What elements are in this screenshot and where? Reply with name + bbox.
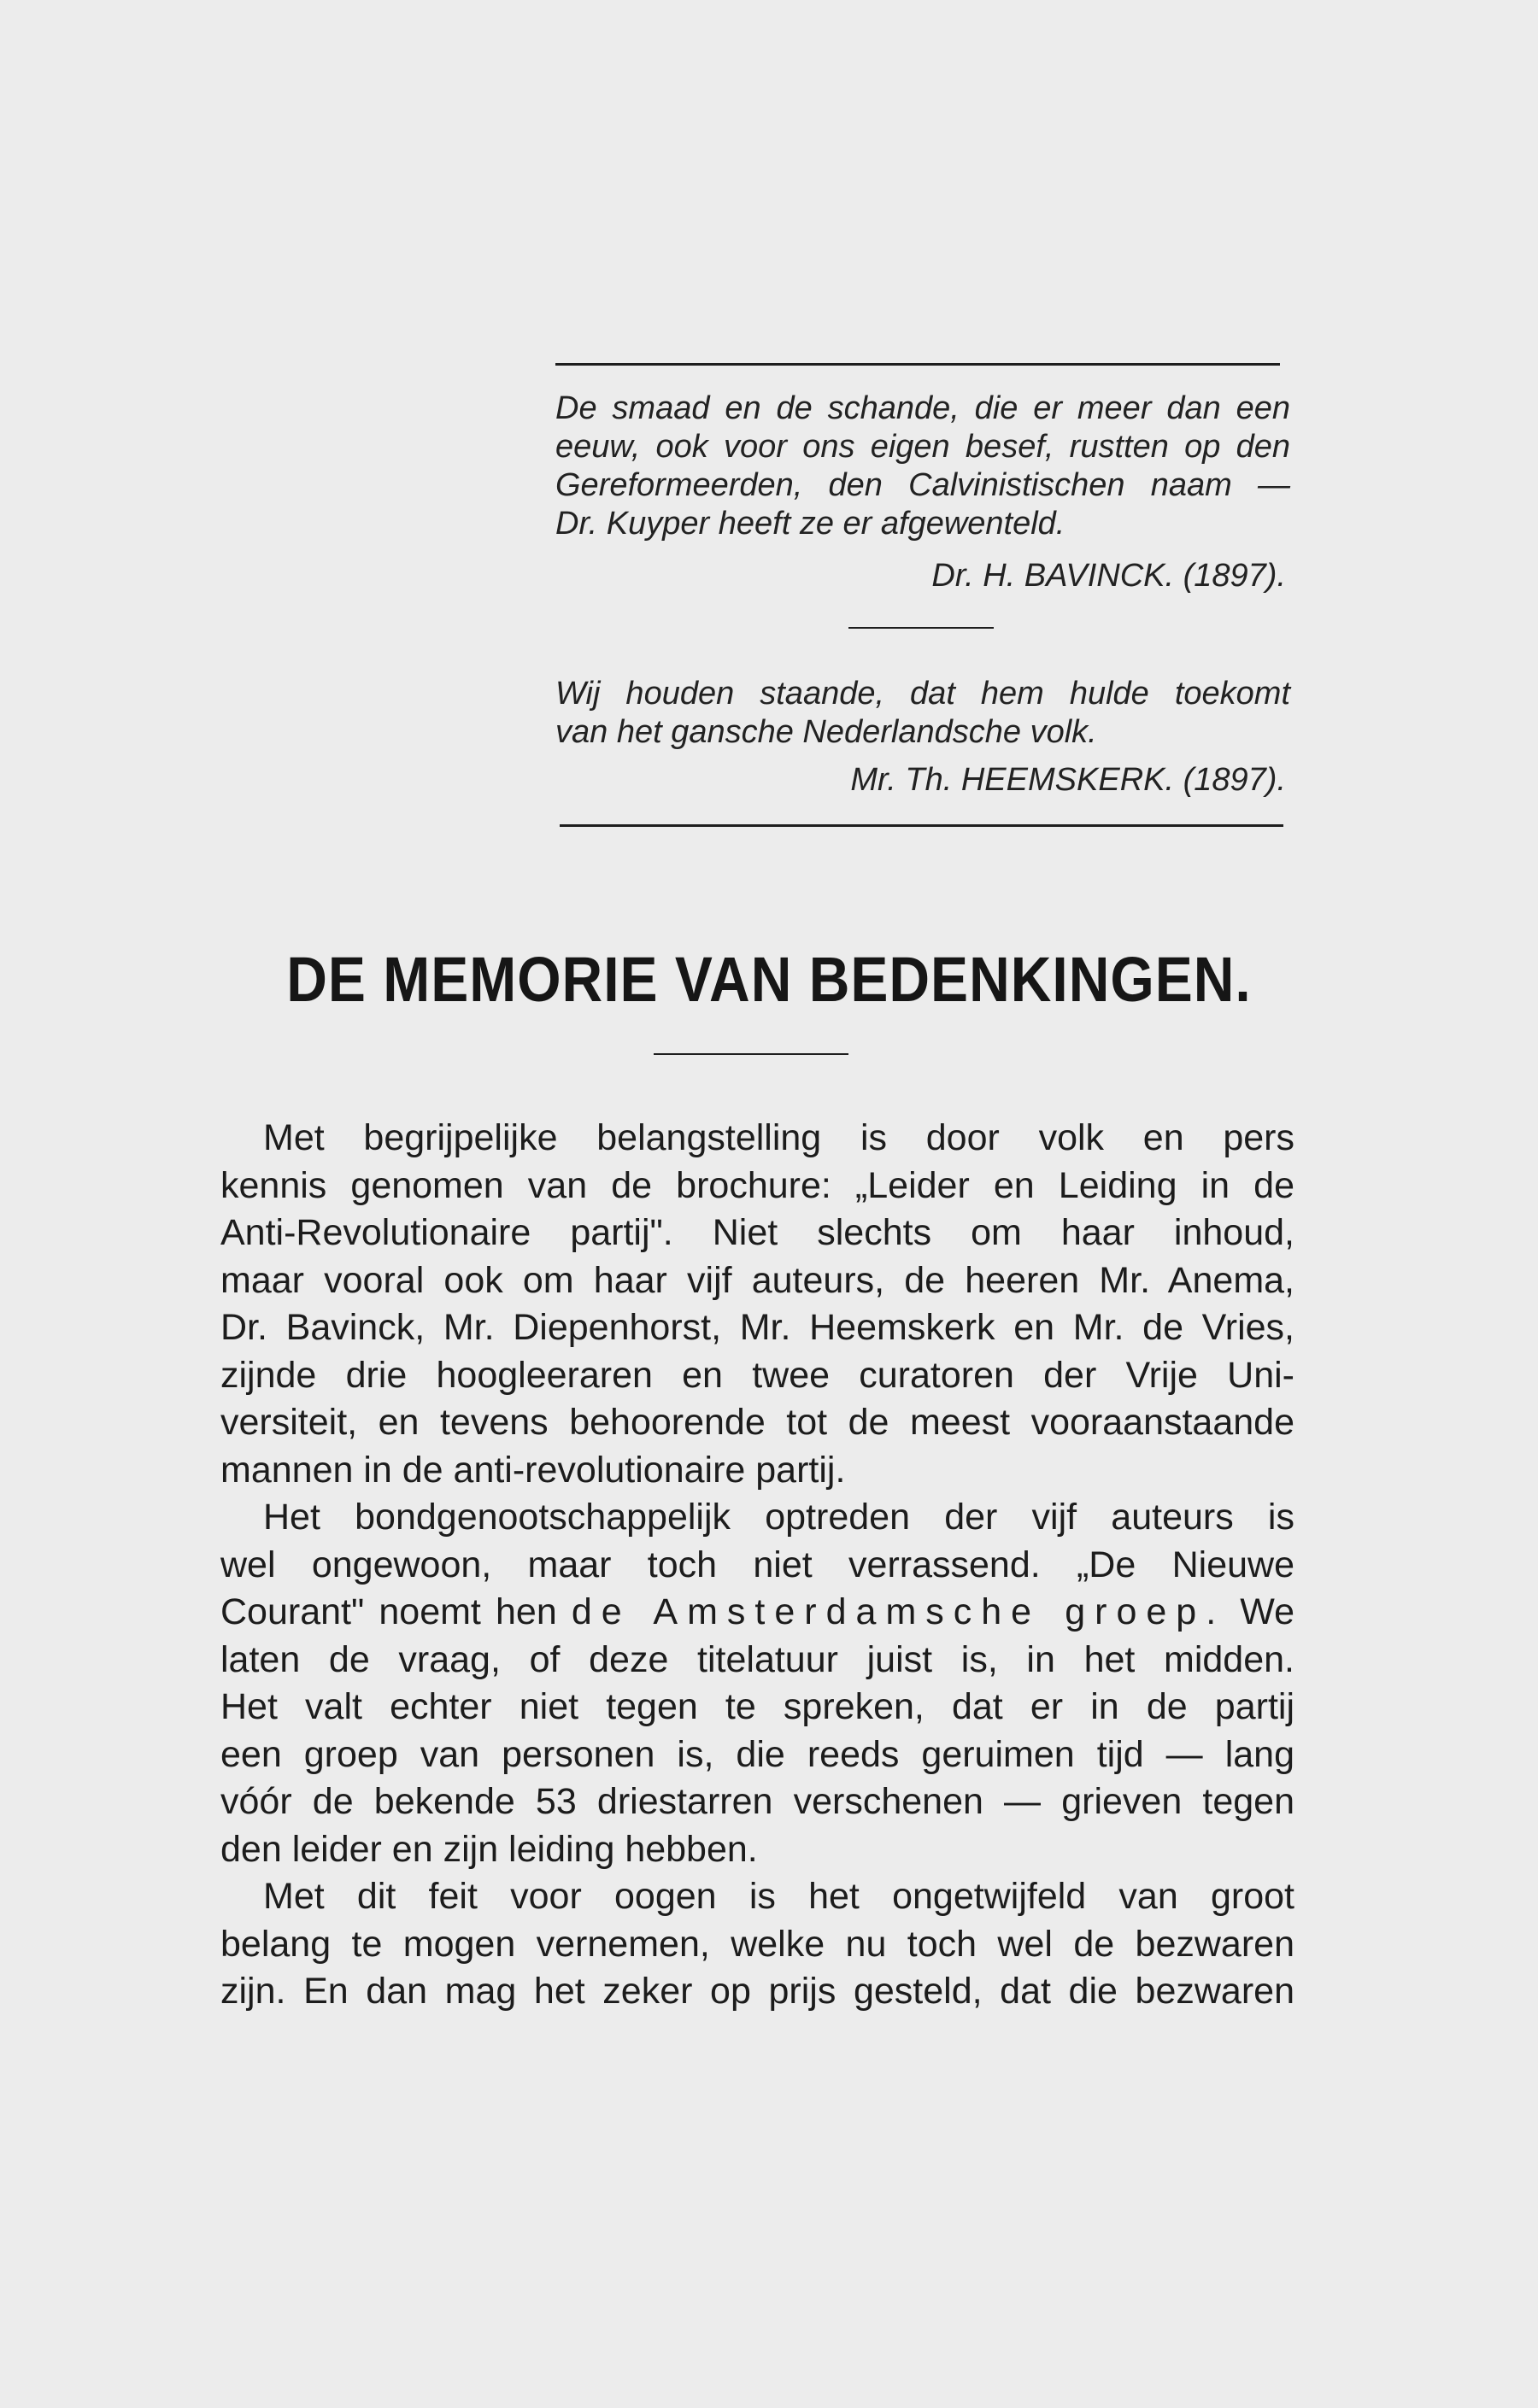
text-line: Met dit feit voor oogen is het ongetwijfeld van groot	[263, 1876, 1294, 1917]
text-line: wel ongewoon, maar toch niet verrassend. „De Nieuwe	[220, 1544, 1294, 1585]
bottom-rule	[560, 824, 1283, 827]
text-line: kennis genomen van de brochure: „Leider en Leiding in de	[220, 1164, 1294, 1206]
epigraph-bavinck	[555, 390, 1290, 543]
text-line-spaced	[220, 1589, 1294, 1637]
text-line: versiteit, en tevens behoorende tot de meest vooraanstaande	[220, 1402, 1294, 1443]
text-line: vóór de bekende 53 driestarren verschenen — grieven tegen	[220, 1781, 1294, 1822]
epigraph-line: Wij houden staande, dat hem hulde toekomt	[555, 676, 1290, 712]
chapter-title: DE MEMORIE VAN BEDENKINGEN.	[286, 943, 1252, 1015]
epigraph-line: Gereformeerden, den Calvinistischen naam —	[555, 467, 1290, 503]
text-line: Het bondgenootschappelijk optreden der vijf auteurs is	[263, 1497, 1294, 1538]
text-line: zijn. En dan mag het zeker op prijs gesteld, dat die bezwaren	[220, 1971, 1294, 2012]
text-line: een groep van personen is, die reeds geruimen tijd — lang	[220, 1733, 1294, 1775]
text-line: laten de vraag, of deze titelatuur juist is, in het midden.	[220, 1638, 1294, 1680]
top-rule	[555, 363, 1280, 366]
epigraph-line: van het gansche Nederlandsche volk.	[555, 714, 1097, 750]
title-rule	[654, 1053, 848, 1055]
body-text	[220, 1115, 1294, 2016]
attribution-bavinck: Dr. H. BAVINCK. (1897).	[931, 558, 1286, 594]
epigraph-heemskerk	[555, 675, 1290, 752]
attribution-heemskerk: Mr. Th. HEEMSKERK. (1897).	[850, 762, 1286, 798]
epigraph-line: eeuw, ook voor ons eigen besef, rustten op den	[555, 429, 1290, 465]
spaced-emphasis: de Amsterdamsche groep.	[571, 1591, 1226, 1632]
text-line: zijnde drie hoogleeraren en twee curatoren der Vrije Uni-	[220, 1354, 1294, 1396]
text-line: Het valt echter niet tegen te spreken, dat er in de partij	[220, 1686, 1294, 1727]
epigraph-line: Dr. Kuyper heeft ze er afgewenteld.	[555, 506, 1065, 542]
text-fragment: We	[1240, 1591, 1294, 1632]
text-line: Met begrijpelijke belangstelling is door volk en pers	[263, 1117, 1294, 1158]
text-line: den leider en zijn leiding hebben.	[220, 1828, 758, 1870]
text-fragment: Courant" noemt hen	[220, 1591, 557, 1632]
separator-rule	[848, 627, 994, 629]
text-line: mannen in de anti-revolutionaire partij.	[220, 1449, 846, 1491]
epigraph-line: De smaad en de schande, die er meer dan een	[555, 390, 1290, 426]
text-line: belang te mogen vernemen, welke nu toch wel de bezwaren	[220, 1923, 1294, 1965]
text-line: Dr. Bavinck, Mr. Diepenhorst, Mr. Heemskerk en Mr. de Vries,	[220, 1307, 1294, 1348]
text-line: maar vooral ook om haar vijf auteurs, de heeren Mr. Anema,	[220, 1259, 1294, 1301]
text-line: Anti-Revolutionaire partij". Niet slechts om haar inhoud,	[220, 1212, 1294, 1253]
